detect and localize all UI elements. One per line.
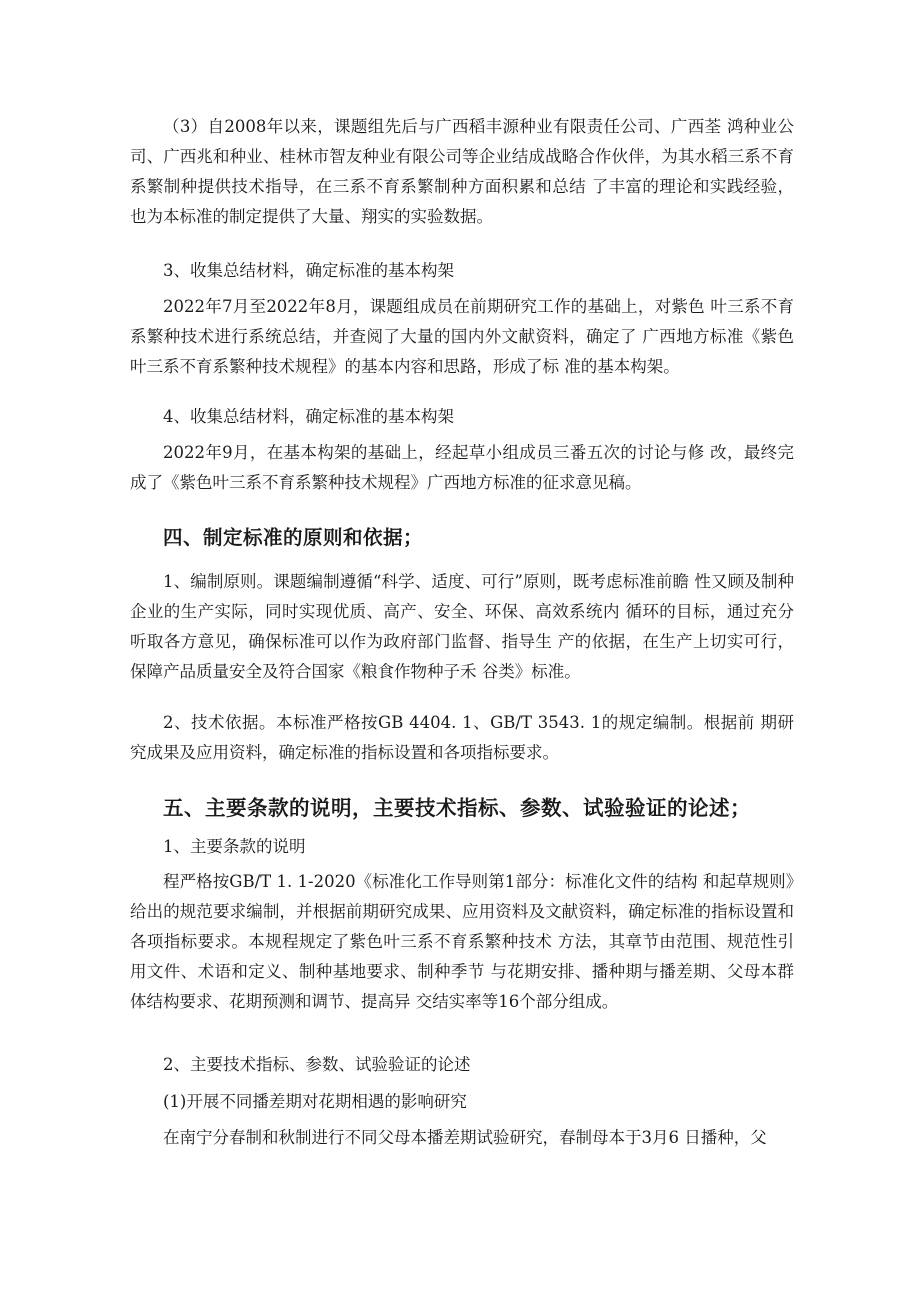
section-heading-principles: 四、制定标准的原则和依据； <box>163 526 424 549</box>
paragraph-technical-basis: 2、技术依据。本标准严格按GB 4404. 1、GB/T 3543. 1的规定编制。根据前 期研究成果及应用资料，确定标准的指标设置和各项指标要求。 <box>130 713 794 762</box>
paragraph-study-title: (1)开展不同播差期对花期相遇的影响研究 <box>163 1092 467 1111</box>
paragraph-clause-description: 程严格按GB/T 1. 1-2020《标准化工作导则第1部分：标准化文件的结构 和起草规则》给出的规范要求编制，并根据前期研究成果、应用资料及文献资料，确定标准的指标设置和各项指标要求。本规程规定了紫色叶三系不育系繁种技术 方法，其章节由范围、规范性引用文件、术语和定义、制种基地要求、制种季节 与花期安排、播种期与播差期、父母本群体结构要求、花期预测和调节、提高异 交结实率等16个部分组成。 <box>130 872 794 1011</box>
paragraph-subheading-technical: 2、主要技术指标、参数、试验验证的论述 <box>163 1055 471 1074</box>
paragraph-partnerships: （3）自2008年以来，课题组先后与广西稻丰源种业有限责任公司、广西荃 鸿种业公司、广西兆和种业、桂林市智友种业有限公司等企业结成战略合作伙伴，为其水稻三系不育系繁制种提供技术指导，在三系不育系繁制种方面积累和总结 了丰富的理论和实践经验，也为本标准的制定提供了大量、翔实的实验数据。 <box>130 117 794 226</box>
paragraph-framework-summary: 2022年7月至2022年8月，课题组成员在前期研究工作的基础上，对紫色 叶三系不育系繁种技术进行系统总结，并查阅了大量的国内外文献资料，确定了 广西地方标准《紫色叶三系不育系繁种技术规程》的基本内容和思路，形成了标 准的基本构架。 <box>130 297 794 376</box>
paragraph-subheading-3: 3、收集总结材料，确定标准的基本构架 <box>163 261 454 280</box>
paragraph-subheading-clauses: 1、主要条款的说明 <box>163 837 306 856</box>
section-heading-clauses: 五、主要条款的说明，主要技术指标、参数、试验验证的论述； <box>163 796 751 820</box>
paragraph-draft-completion: 2022年9月，在基本构架的基础上，经起草小组成员三番五次的讨论与修 改，最终完成了《紫色叶三系不育系繁种技术规程》广西地方标准的征求意见稿。 <box>130 443 794 492</box>
paragraph-drafting-principles: 1、编制原则。课题编制遵循“科学、适度、可行”原则，既考虑标准前瞻 性又顾及制种企业的生产实际，同时实现优质、高产、安全、环保、高效系统内 循环的目标，通过充分听取各方意见，确保标准可以作为政府部门监督、指导生 产的依据，在生产上切实可行，保障产品质量安全及符合国家《粮食作物种子禾 谷类》标准。 <box>130 572 794 681</box>
paragraph-study-body: 在南宁分春制和秋制进行不同父母本播差期试验研究，春制母本于3月6 日播种，父 <box>163 1128 767 1147</box>
paragraph-subheading-4: 4、收集总结材料，确定标准的基本构架 <box>163 407 454 426</box>
